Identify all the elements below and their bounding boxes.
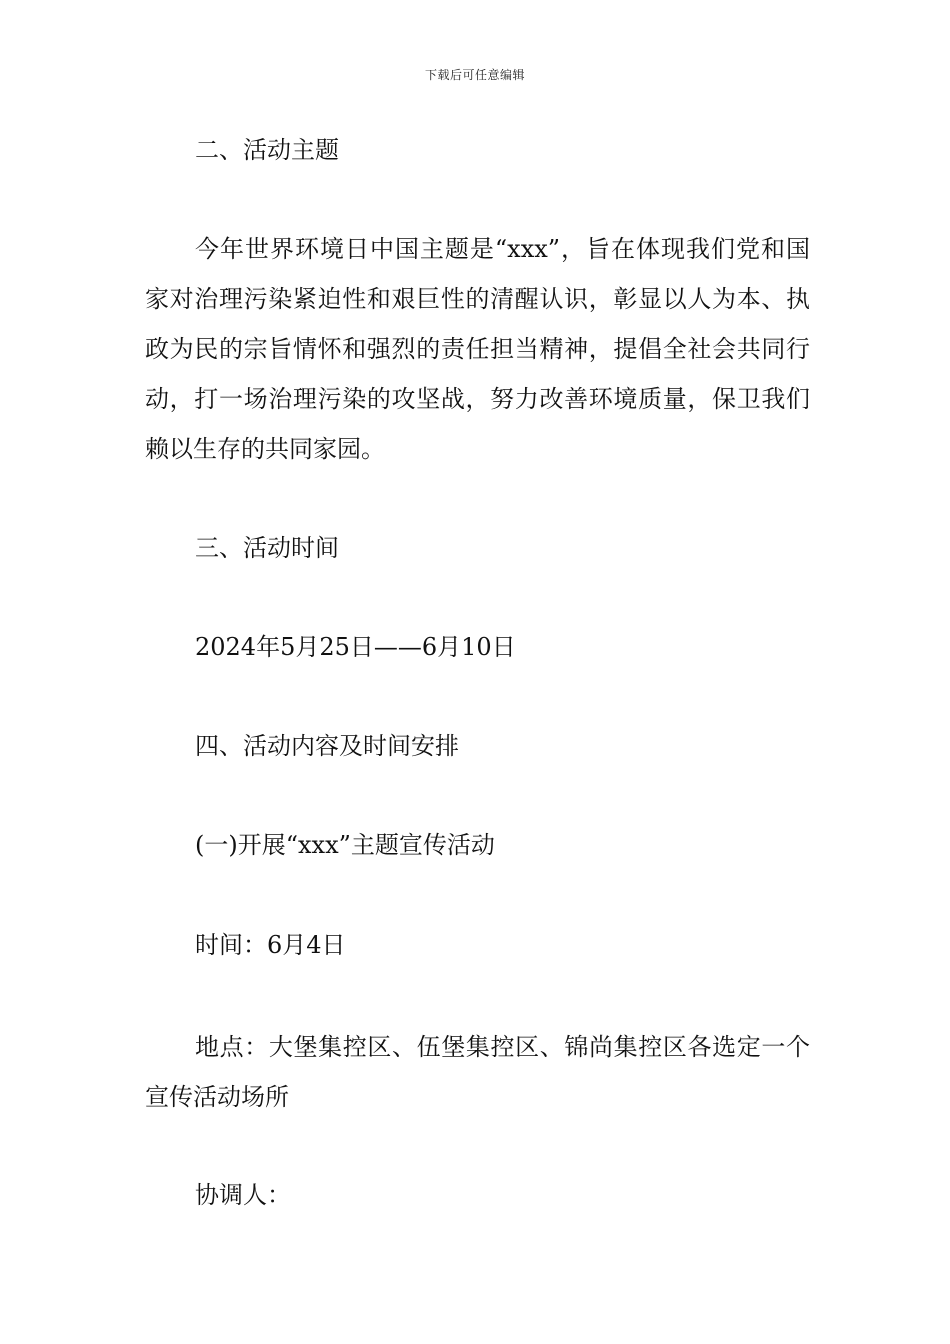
- section-heading-theme: 二、活动主题: [195, 136, 339, 164]
- section-heading-time: 三、活动时间: [195, 534, 339, 562]
- subsection-heading-promotion: (一)开展“xxx”主题宣传活动: [195, 831, 495, 859]
- event-time: 时间：6月4日: [195, 931, 346, 959]
- paragraph-theme-body: 今年世界环境日中国主题是“xxx”，旨在体现我们党和国家对治理污染紧迫性和艰巨性的清醒认识，彰显以人为本、执政为民的宗旨情怀和强烈的责任担当精神，提倡全社会共同行动，打一场治理污染的攻坚战，努力改善环境质量，保卫我们赖以生存的共同家园。: [145, 235, 810, 463]
- event-coordinator: 协调人：: [195, 1181, 291, 1209]
- activity-date-range: 2024年5月25日——6月10日: [195, 633, 516, 661]
- section-heading-content: 四、活动内容及时间安排: [195, 732, 459, 760]
- event-location: 地点：大堡集控区、伍堡集控区、锦尚集控区各选定一个宣传活动场所: [145, 1033, 810, 1111]
- header-note: 下载后可任意编辑: [424, 68, 525, 82]
